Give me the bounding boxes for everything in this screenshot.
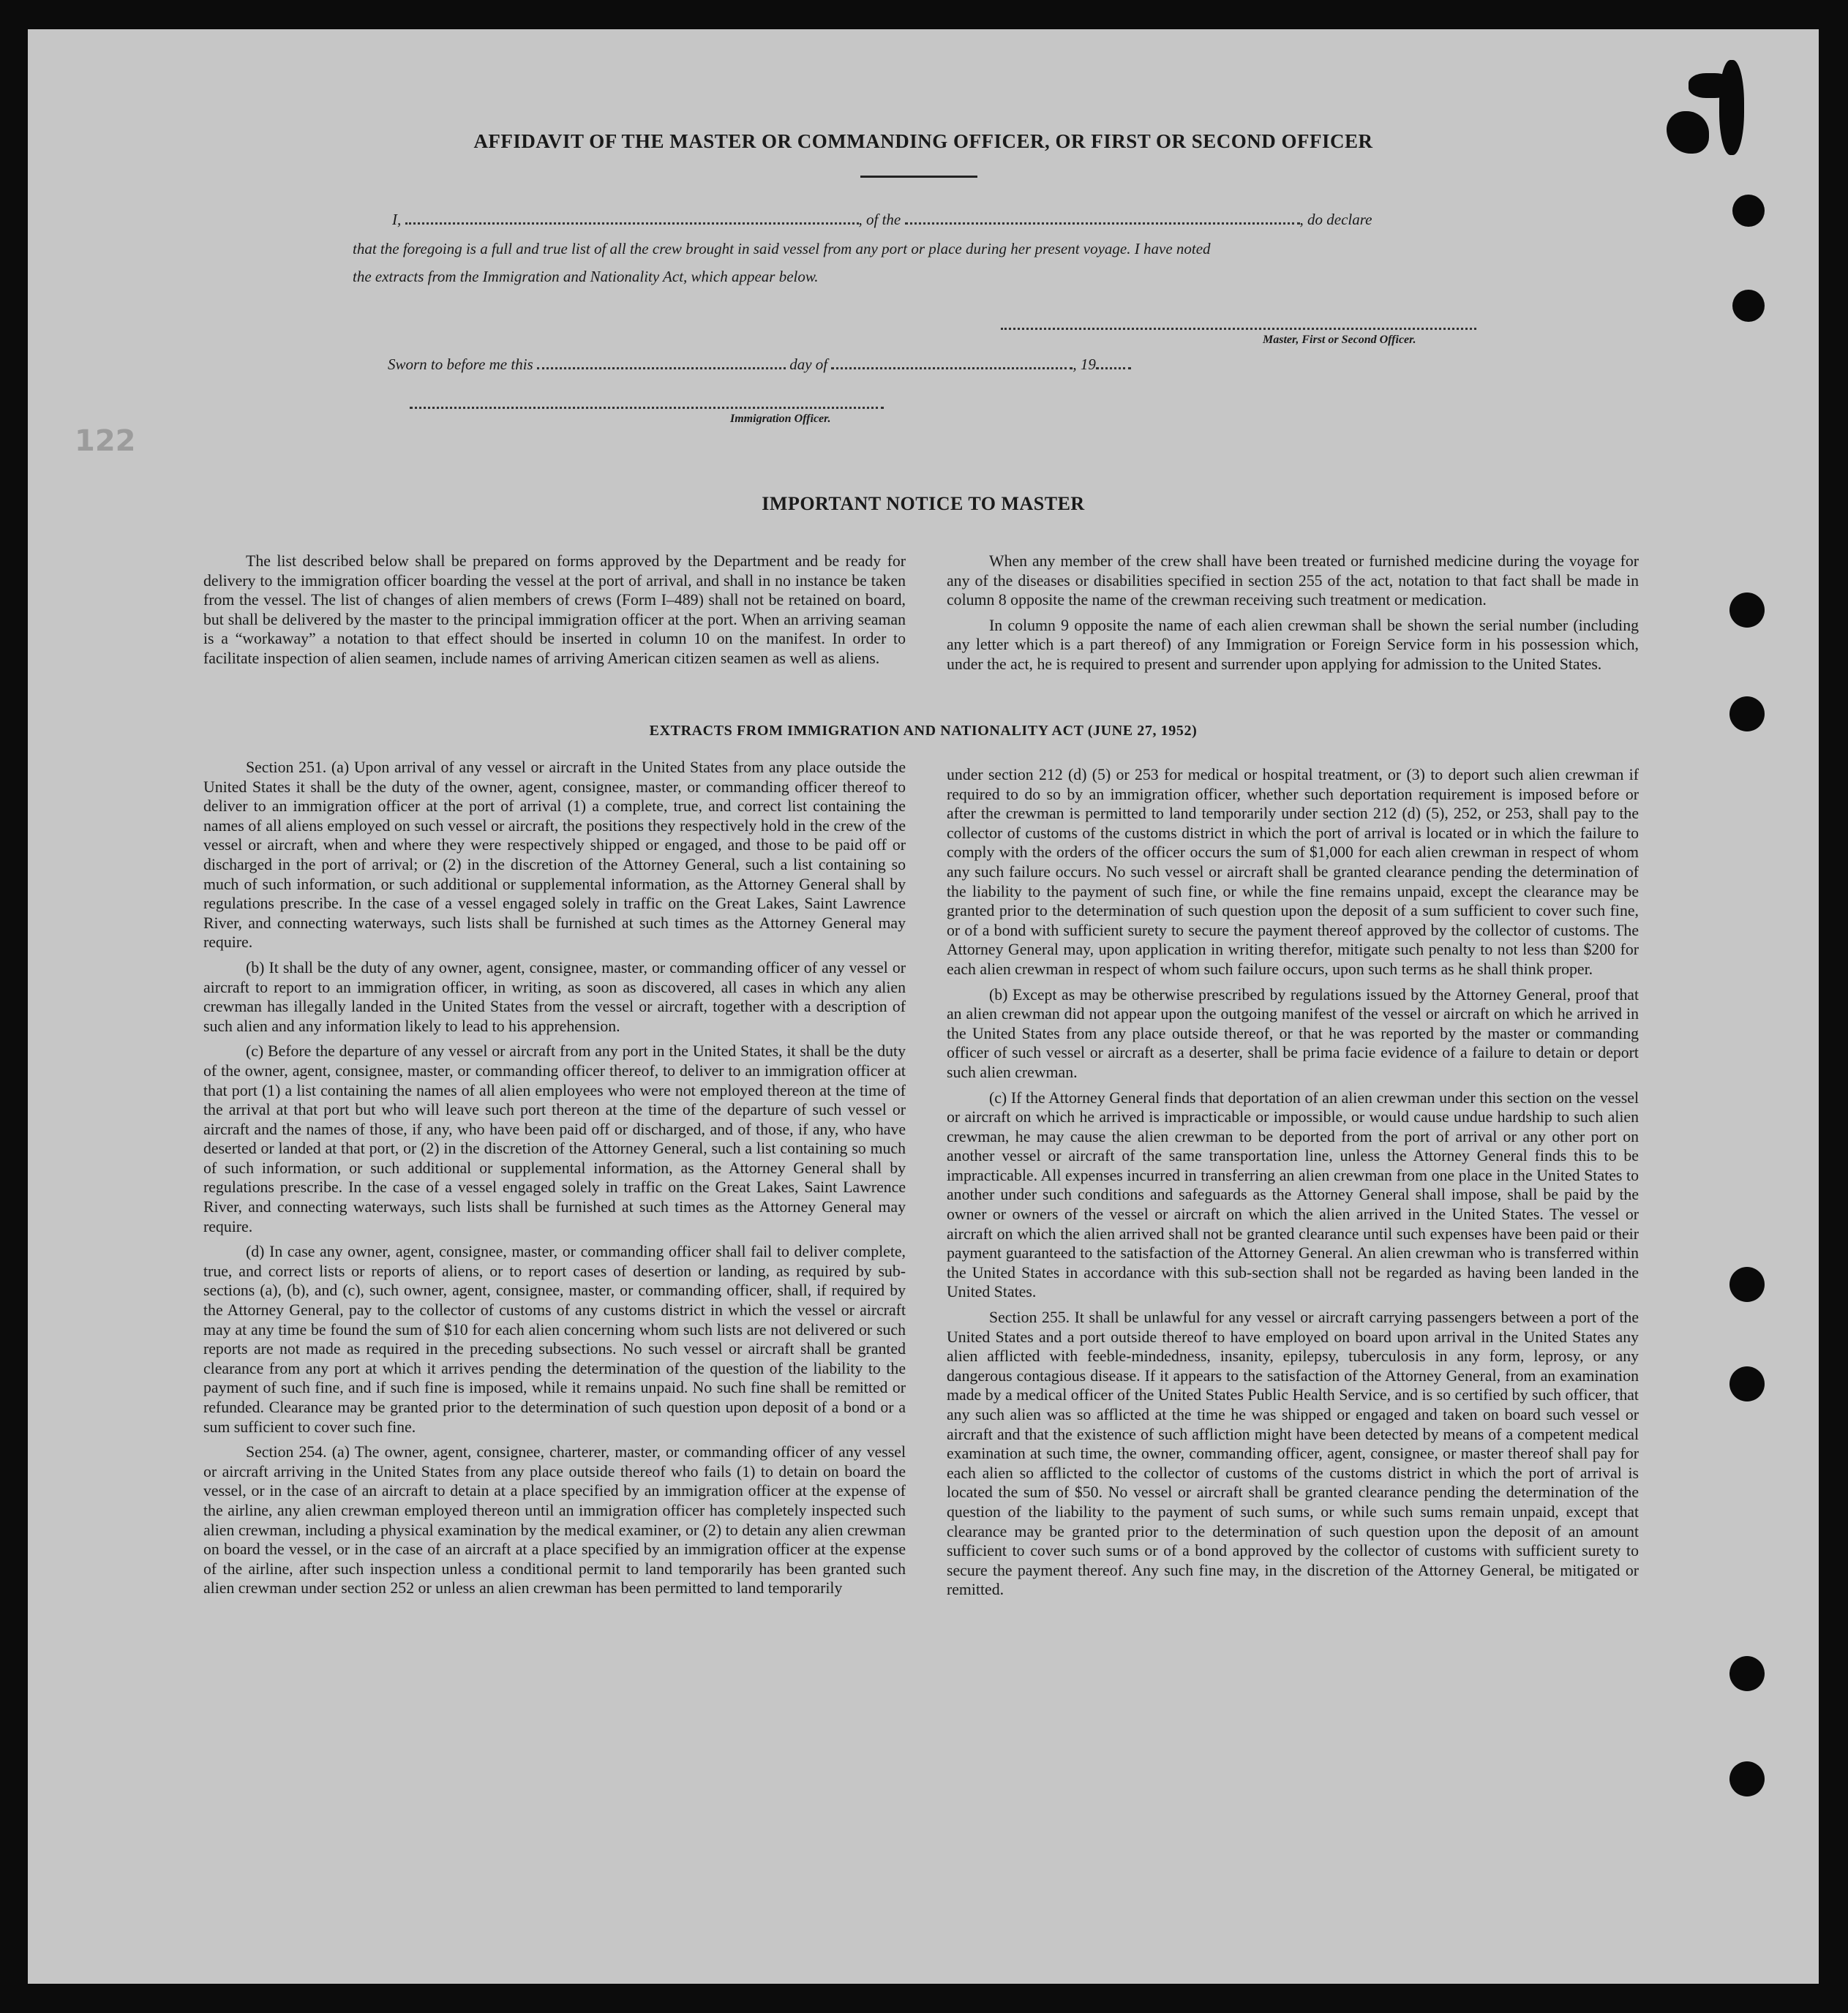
affidavit-line-3: the extracts from the Immigration and Nationality Act, which appear below. <box>353 268 819 285</box>
extracts-title: EXTRACTS FROM IMMIGRATION AND NATIONALITY ACT (JUNE 27, 1952) <box>649 723 1198 739</box>
extract-paragraph: (b) Except as may be otherwise prescribed by regulations issued by the Attorney General, proof that an alien crewman did not appear upon the outgoing manifest of the vessel or aircraft on which he arrived in the United States from any place outside thereof, or that he was reported by the master or commanding officer of such vessel or aircraft as a deserter, shall be prima facie evidence of a failure to detain or deport such alien crewman. <box>947 985 1639 1081</box>
sworn-day-blank[interactable] <box>537 356 786 369</box>
title-rule <box>860 176 977 178</box>
notice-right-column <box>947 552 1639 680</box>
notice-paragraph: In column 9 opposite the name of each alien crewman shall be shown the serial number (including any letter which is a part thereof) of any Immigration or Foreign Service form in his possession which, under the act, he is required to present and surrender upon applying for admission to the United States. <box>947 616 1639 673</box>
punch-hole-icon <box>1732 195 1765 227</box>
affidavit-line-2: that the foregoing is a full and true list of all the crew brought in said vessel from any port or place during her present voyage. I have noted <box>353 240 1211 257</box>
extracts-right-column <box>947 765 1639 1606</box>
notice-left-column <box>203 552 906 674</box>
punch-hole-icon <box>1732 290 1765 322</box>
master-signature-caption: Master, First or Second Officer. <box>1263 334 1416 346</box>
notice-paragraph: When any member of the crew shall have been treated or furnished medicine during the voyage for any of the diseases or disabilities specified in section 255 of the act, notation to that fact shall be made in column 8 opposite the name of the crewman receiving such treatment or medication. <box>947 552 1639 609</box>
extract-paragraph: (b) It shall be the duty of any owner, agent, consignee, master, or commanding officer of any vessel or aircraft to report to an immigration officer, in writing, as soon as discovered, all cases in which any alien crewman has illegally landed in the United States from the vessel or aircraft, together with a description of such alien and any information likely to lead to his apprehension. <box>203 958 906 1035</box>
document-page <box>28 29 1819 1984</box>
punch-hole-icon <box>1729 592 1765 628</box>
name-blank[interactable] <box>405 211 859 225</box>
extract-paragraph: (c) If the Attorney General finds that deportation of an alien crewman under this section on the vessel or aircraft on which he arrived is impracticable or impossible, or would cause undue hardship to such alien crewman, he may cause the alien crewman to be deported from the port of arrival or any other port on another vessel or aircraft of the same transportation line, unless the Attorney General finds this to be impracticable. All expenses incurred in transferring an alien crewman from one place in the United States to another under such conditions and safeguards as the Attorney General shall impose, shall be paid by the owner or owners of the vessel or aircraft on which the alien arrived in the United States. The vessel or aircraft on which the alien arrived shall not be granted clearance until such expenses have been paid or their payment guaranteed to the satisfaction of the Attorney General. An alien crewman who is transferred within the United States in accordance with this sub-section shall not be regarded as having been landed in the United States. <box>947 1088 1639 1301</box>
master-signature-line[interactable] <box>1001 328 1476 330</box>
extract-paragraph: under section 212 (d) (5) or 253 for medical or hospital treatment, or (3) to deport such alien crewman if required to do so by an immigration officer, whether such deportation requirement is imposed before or after the crewman is permitted to land temporarily under section 212 (d) (5), 252, or 253, shall pay to the collector of customs of the customs district in which the port of arrival is located or in which the failure to comply with the orders of the officer occurs the sum of $1,000 for each alien crewman in respect of whom any such failure occurs. No such vessel or aircraft shall be granted clearance pending the determination of the liability to the payment of such fine, or while the fine remains unpaid, except the clearance may be granted prior to the determination of such question upon the deposit of a sum sufficient to cover such fine, or of a bond with sufficient surety to secure the payment thereof approved by the collector of customs. The Attorney General may, upon application in writing therefor, mitigate such penalty to not less than $200 for each alien crewman in respect of whom such failure occurs, upon such terms as he shall think proper. <box>947 766 1639 978</box>
vessel-blank[interactable] <box>905 211 1300 225</box>
punch-hole-icon <box>1729 1656 1765 1691</box>
extracts-left-column <box>203 758 906 1604</box>
punch-hole-icon <box>1729 1761 1765 1796</box>
extract-paragraph: Section 254. (a) The owner, agent, consignee, charterer, master, or commanding officer of any vessel or aircraft arriving in the United States from any place outside thereof who fails (1) to detain on board the vessel, or in the case of an aircraft to detain at a place specified by an immigration officer at the expense of the airline, any alien crewman employed thereon until an immigration officer has completely inspected such alien crewman, including a physical examination by the medical examiner, or (2) to detain any alien crewman on board the vessel, or in the case of an aircraft at a place specified by an immigration officer at the expense of the airline, after such inspection unless a conditional permit to land temporarily has been granted such alien crewman under section 252 or unless an alien crewman has been permitted to land temporarily <box>203 1443 906 1598</box>
bleed-through-number: 122 <box>75 424 136 458</box>
immigration-officer-signature-line[interactable] <box>410 407 884 409</box>
extract-paragraph: (d) In case any owner, agent, consignee, master, or commanding officer shall fail to deliver complete, true, and correct lists or reports of aliens, or to report cases of desertion or landing, as required by sub-sections (a), (b), and (c), such owner, agent, consignee, master, or commanding officer, shall, if required by the Attorney General, pay to the collector of customs of any customs district in which the vessel or aircraft may at any time be found the sum of $10 for each alien concerning whom such lists are not delivered or such reports are not made as required in the preceding subsections. No such vessel or aircraft shall be granted clearance from any port at which it arrives pending the determination of the question of the liability to the payment of such fine, and if such fine is imposed, while it remains unpaid. No such fine shall be remitted or refunded. Clearance may be granted prior to the determination of such question upon deposit of a bond or a sum sufficient to cover such fine. <box>203 1243 906 1436</box>
extract-paragraph: Section 255. It shall be unlawful for any vessel or aircraft carrying passengers between a port of the United States and a port outside thereof to have employed on board upon arrival in the United States any alien afflicted with feeble-mindedness, insanity, epilepsy, tuberculosis in any form, leprosy, or any dangerous contagious disease. If it appears to the satisfaction of the Attorney General, from an examination made by a medical officer of the United States Public Health Service, and is so certified by such officer, that any such alien was so afflicted at the time he was shipped or engaged and taken on board such vessel or aircraft and that the existence of such affliction might have been detected by means of a competent medical examination at such time, the owner, commanding officer, agent, consignee, or master thereof shall pay for each alien so afflicted to the collector of customs of the customs district in which the port of arrival is located the sum of $50. No vessel or aircraft shall be granted clearance pending the determination of the question of the liability to the payment of such sums, or while such sums remain unpaid, except that clearance may be granted prior to the determination of such question upon the deposit of an amount sufficient to cover such sums or of a bond approved by the collector of customs with sufficient surety to secure the payment thereof. Any such fine may, in the discretion of the Attorney General, be mitigated or remitted. <box>947 1309 1639 1599</box>
punch-hole-icon <box>1729 1267 1765 1302</box>
affidavit-i-label: I, <box>392 211 402 228</box>
immigration-officer-caption: Immigration Officer. <box>730 413 831 425</box>
notice-paragraph: The list described below shall be prepared on forms approved by the Department and be ready for delivery to the immigration officer boarding the vessel at the port of arrival, and shall in no instance be taken from the vessel. The list of changes of alien members of crews (Form I–489) shall not be retained on board, but shall be delivered by the master to the principal immigration officer at the port. When an arriving seaman is a “workaway” a notation to that effect should be inserted in column 10 on the manifest. In order to facilitate inspection of alien seamen, include names of arriving American citizen seamen as well as aliens. <box>203 552 906 667</box>
affidavit-title: AFFIDAVIT OF THE MASTER OR COMMANDING OFFICER, OR FIRST OR SECOND OFFICER <box>473 130 1373 152</box>
extract-paragraph: (c) Before the departure of any vessel or aircraft from any port in the United States, it shall be the duty of the owner, agent, consignee, master, or commanding officer thereof, to deliver to an immigration officer at that port (1) a list containing the names of all alien employees who were not employed thereon at the time of the arrival at that port but who will leave such port thereon at the time of the departure of such vessel or aircraft and the names of those, if any, who have been paid off or discharged, and of those, if any, who have deserted or landed at that port, or (2) in the discretion of the Attorney General, such a list containing so much of such information, or such additional or supplemental information, as the Attorney General shall by regulations prescribe. In the case of a vessel engaged solely in traffic on the Great Lakes, Saint Lawrence River, and connecting waterways, such lists shall be furnished at such times as the Attorney General may require. <box>203 1042 906 1235</box>
sworn-line: Sworn to before me this day of , 19 <box>388 355 1131 374</box>
sworn-month-blank[interactable] <box>831 356 1073 369</box>
sworn-year-blank[interactable] <box>1096 356 1131 369</box>
extract-paragraph: Section 251. (a) Upon arrival of any vessel or aircraft in the United States from any place outside the United States it shall be the duty of the owner, agent, consignee, master, or commanding officer thereof to deliver to an immigration officer at the port of arrival (1) a complete, true, and correct list containing the names of all aliens employed on such vessel or aircraft, the positions they respectively hold in the crew of the vessel or aircraft, when and where they were respectively shipped or engaged, and those to be paid off or discharged in the port of arrival; or (2) in the discretion of the Attorney General, such a list containing so much of such information, or such additional or supplemental information, as the Attorney General shall by regulations prescribe. In the case of a vessel engaged solely in traffic on the Great Lakes, Saint Lawrence River, and connecting waterways, such lists shall be furnished at such times as the Attorney General may require. <box>203 759 906 952</box>
affidavit-line-declare: I, , of the , do declare <box>392 211 1372 228</box>
notice-title: IMPORTANT NOTICE TO MASTER <box>762 493 1085 514</box>
punch-hole-icon <box>1729 1366 1765 1401</box>
